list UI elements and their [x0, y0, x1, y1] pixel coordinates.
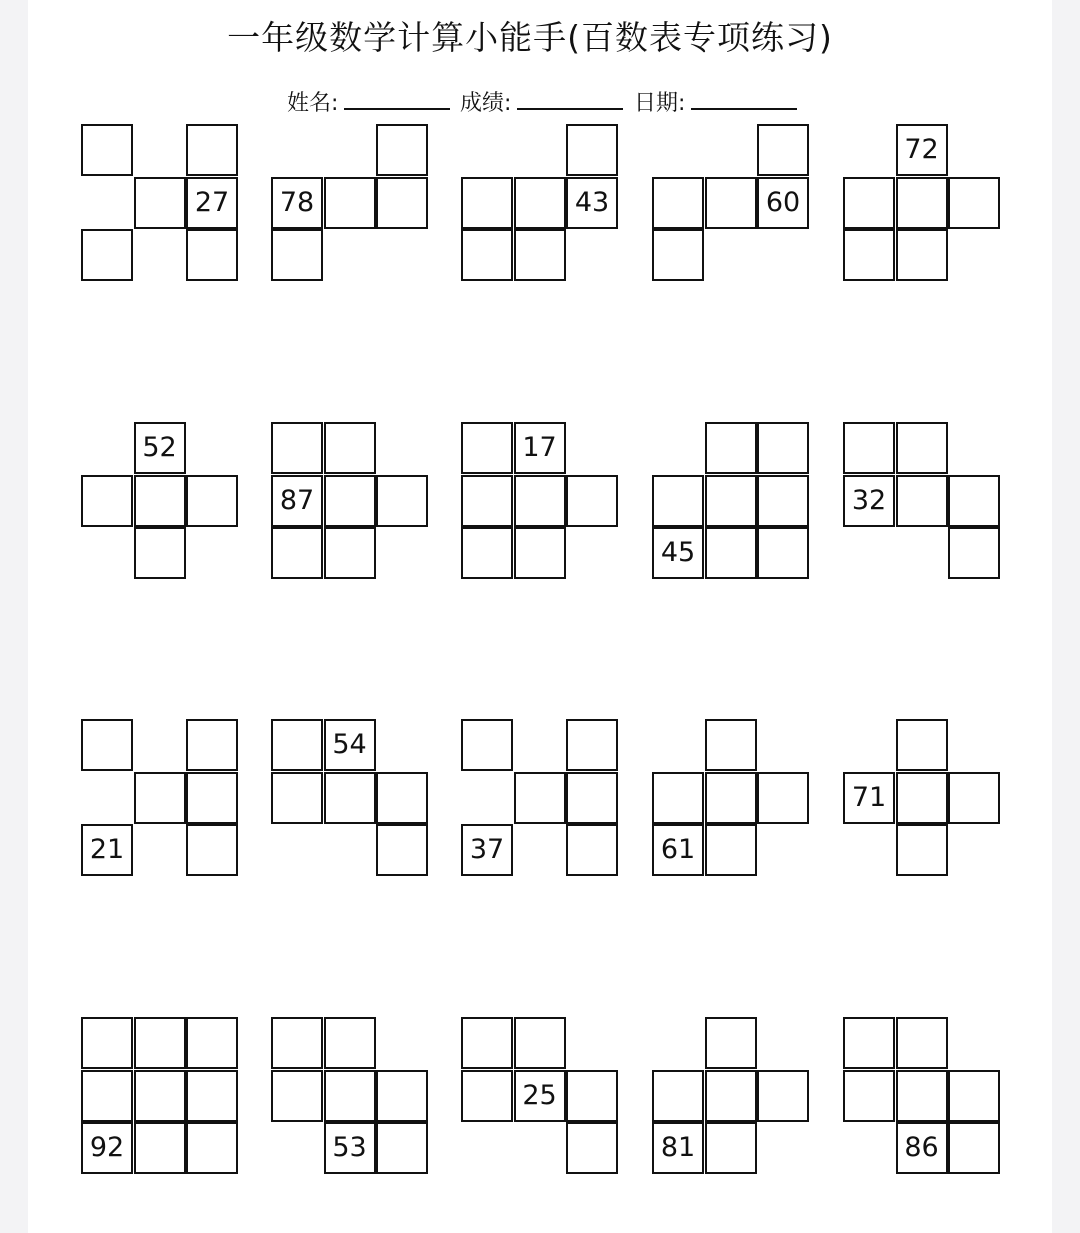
answer-cell[interactable] [271, 719, 323, 771]
answer-cell[interactable] [566, 475, 618, 527]
answer-cell[interactable] [948, 772, 1000, 824]
answer-cell[interactable] [134, 527, 186, 579]
given-number: 21 [89, 834, 125, 865]
answer-cell[interactable] [461, 527, 513, 579]
answer-cell[interactable] [271, 229, 323, 281]
answer-cell[interactable] [843, 229, 895, 281]
answer-cell[interactable] [757, 422, 809, 474]
given-number: 43 [574, 186, 610, 218]
name-label: 姓名: [287, 91, 339, 116]
answer-cell[interactable] [324, 177, 376, 229]
given-number: 53 [332, 1132, 367, 1163]
answer-cell[interactable] [461, 719, 513, 771]
answer-cell[interactable] [652, 1070, 704, 1122]
answer-cell[interactable] [896, 177, 948, 229]
answer-cell[interactable] [757, 527, 809, 579]
given-number: 17 [522, 432, 557, 463]
answer-cell[interactable] [757, 772, 809, 824]
answer-cell[interactable] [376, 772, 428, 824]
given-number: 52 [142, 432, 177, 463]
answer-cell[interactable] [376, 475, 428, 527]
answer-cell[interactable] [81, 475, 133, 527]
answer-cell[interactable] [514, 1017, 566, 1069]
answer-cell[interactable] [81, 719, 133, 771]
answer-cell[interactable] [324, 422, 376, 474]
given-number: 37 [469, 834, 505, 865]
page-title: 一年级数学计算小能手(百数表专项练习) [227, 18, 833, 57]
name-field [287, 86, 450, 117]
answer-cell[interactable] [705, 422, 757, 474]
given-number: 45 [660, 537, 696, 568]
date-field [634, 86, 797, 117]
given-number: 86 [904, 1132, 939, 1163]
date-blank-line [691, 90, 797, 110]
answer-cell[interactable] [896, 1070, 948, 1122]
answer-cell[interactable] [324, 475, 376, 527]
given-number: 32 [851, 484, 887, 516]
answer-cell[interactable] [134, 1017, 186, 1069]
answer-cell[interactable] [324, 772, 376, 824]
answer-cell[interactable] [376, 1122, 428, 1174]
answer-cell[interactable] [514, 177, 566, 229]
given-number: 81 [660, 1132, 696, 1163]
answer-cell[interactable] [705, 824, 757, 876]
answer-cell[interactable] [271, 772, 323, 824]
given-number: 54 [332, 729, 367, 760]
answer-cell[interactable] [843, 422, 895, 474]
given-number: 92 [89, 1132, 125, 1163]
answer-cell[interactable] [896, 422, 948, 474]
answer-cell[interactable] [134, 1122, 186, 1174]
answer-cell[interactable] [271, 527, 323, 579]
answer-cell[interactable] [81, 229, 133, 281]
answer-cell[interactable] [186, 124, 238, 176]
answer-cell[interactable] [186, 229, 238, 281]
answer-cell[interactable] [134, 177, 186, 229]
answer-cell[interactable] [896, 719, 948, 771]
answer-cell[interactable] [705, 719, 757, 771]
given-number: 25 [522, 1079, 557, 1111]
answer-cell[interactable] [376, 177, 428, 229]
answer-cell[interactable] [271, 1017, 323, 1069]
answer-cell[interactable] [461, 177, 513, 229]
answer-cell[interactable] [514, 229, 566, 281]
given-number: 72 [904, 134, 939, 165]
answer-cell[interactable] [843, 1017, 895, 1069]
score-field [460, 86, 623, 117]
answer-cell[interactable] [566, 772, 618, 824]
answer-cell[interactable] [186, 475, 238, 527]
answer-cell[interactable] [81, 1017, 133, 1069]
answer-cell[interactable] [705, 475, 757, 527]
name-blank-line [344, 90, 450, 110]
answer-cell[interactable] [514, 772, 566, 824]
answer-cell[interactable] [948, 1070, 1000, 1122]
answer-cell[interactable] [705, 1070, 757, 1122]
answer-cell[interactable] [514, 475, 566, 527]
answer-cell[interactable] [948, 475, 1000, 527]
answer-cell[interactable] [186, 1017, 238, 1069]
date-label: 日期: [634, 91, 686, 116]
answer-cell[interactable] [896, 475, 948, 527]
answer-cell[interactable] [948, 527, 1000, 579]
answer-cell[interactable] [186, 1070, 238, 1122]
answer-cell[interactable] [324, 1070, 376, 1122]
answer-cell[interactable] [948, 177, 1000, 229]
answer-cell[interactable] [324, 1017, 376, 1069]
answer-cell[interactable] [186, 1122, 238, 1174]
given-number: 87 [279, 484, 315, 516]
answer-cell[interactable] [81, 1070, 133, 1122]
answer-cell[interactable] [134, 1070, 186, 1122]
answer-cell[interactable] [652, 475, 704, 527]
answer-cell[interactable] [566, 124, 618, 176]
given-number: 71 [851, 781, 887, 813]
answer-cell[interactable] [566, 719, 618, 771]
answer-cell[interactable] [757, 124, 809, 176]
answer-cell[interactable] [324, 527, 376, 579]
answer-cell[interactable] [948, 1122, 1000, 1174]
answer-cell[interactable] [652, 772, 704, 824]
answer-cell[interactable] [186, 824, 238, 876]
answer-cell[interactable] [566, 1122, 618, 1174]
answer-cell[interactable] [896, 1017, 948, 1069]
answer-cell[interactable] [566, 1070, 618, 1122]
answer-cell[interactable] [705, 772, 757, 824]
answer-cell[interactable] [461, 229, 513, 281]
given-number: 78 [279, 186, 315, 218]
answer-cell[interactable] [757, 475, 809, 527]
answer-cell[interactable] [461, 1070, 513, 1122]
answer-cell[interactable] [705, 1122, 757, 1174]
answer-cell[interactable] [376, 824, 428, 876]
answer-cell[interactable] [376, 1070, 428, 1122]
answer-cell[interactable] [705, 177, 757, 229]
answer-cell[interactable] [461, 422, 513, 474]
answer-cell[interactable] [757, 1070, 809, 1122]
answer-cell[interactable] [514, 527, 566, 579]
answer-cell[interactable] [186, 772, 238, 824]
answer-cell[interactable] [843, 1070, 895, 1122]
answer-cell[interactable] [705, 527, 757, 579]
answer-cell[interactable] [376, 124, 428, 176]
answer-cell[interactable] [705, 1017, 757, 1069]
answer-cell[interactable] [461, 1017, 513, 1069]
given-number: 27 [194, 186, 230, 218]
answer-cell[interactable] [134, 475, 186, 527]
answer-cell[interactable] [652, 177, 704, 229]
answer-cell[interactable] [896, 772, 948, 824]
answer-cell[interactable] [843, 177, 895, 229]
score-blank-line [517, 90, 623, 110]
answer-cell[interactable] [896, 824, 948, 876]
answer-cell[interactable] [186, 719, 238, 771]
answer-cell[interactable] [461, 475, 513, 527]
answer-cell[interactable] [81, 124, 133, 176]
answer-cell[interactable] [652, 229, 704, 281]
answer-cell[interactable] [271, 1070, 323, 1122]
given-number: 61 [660, 834, 696, 865]
answer-cell[interactable] [566, 824, 618, 876]
answer-cell[interactable] [271, 422, 323, 474]
answer-cell[interactable] [896, 229, 948, 281]
score-label: 成绩: [460, 91, 512, 116]
given-number: 60 [765, 186, 801, 218]
answer-cell[interactable] [134, 772, 186, 824]
